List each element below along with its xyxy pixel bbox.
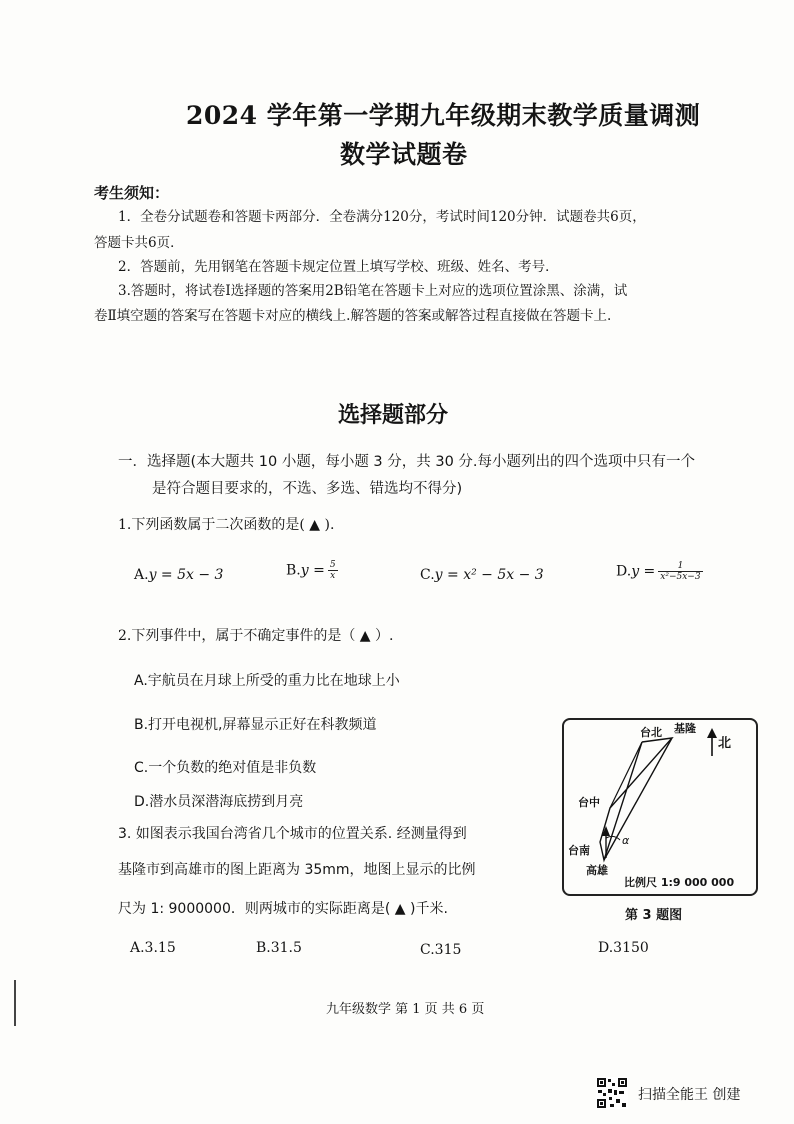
north-arrow-head <box>707 728 717 738</box>
notice-item-3-line-1: 3.答题时，将试卷Ⅰ选择题的答案用2B铅笔在答题卡上对应的选项位置涂黑、涂满，试 <box>118 283 628 299</box>
exam-title: 2024 学年第一学期九年级期末教学质量调测 <box>186 101 701 130</box>
question-2-option-c: C.一个负数的绝对值是非负数 <box>134 760 317 776</box>
part-one-instructions-line-1: 一．选择题(本大题共 10 小题，每小题 3 分，共 30 分.每小题列出的四个选项中只有一个 <box>118 454 696 470</box>
option-b-numerator: 5 <box>329 560 336 570</box>
label-taibei: 台北 <box>640 726 662 739</box>
question-3-option-a: A.3.15 <box>130 940 176 956</box>
label-tainan: 台南 <box>568 844 590 857</box>
taibei-taizhong-line <box>610 742 642 808</box>
question-3-option-c: C.315 <box>420 942 462 958</box>
option-c-formula: y = x² − 5x − 3 <box>434 567 544 583</box>
label-jilong: 基隆 <box>674 722 696 735</box>
question-3-line-1: 3. 如图表示我国台湾省几个城市的位置关系. 经测量得到 <box>118 826 467 842</box>
option-d-formula: y = <box>631 563 656 580</box>
notice-item-2: 2．答题前，先用钢笔在答题卡规定位置上填写学校、班级、姓名、考号． <box>118 259 559 275</box>
option-a-prefix: A. <box>134 567 149 583</box>
question-1-option-b <box>286 560 338 581</box>
notice-heading: 考生须知： <box>94 184 170 202</box>
question-1-option-d <box>616 561 703 582</box>
option-c-prefix: C. <box>420 567 435 583</box>
notice-item-1-line-2: 答题卡共6页． <box>94 235 184 251</box>
label-north: 北 <box>718 736 732 751</box>
question-2-option-b: B.打开电视机,屏幕显示正好在科教频道 <box>134 717 377 733</box>
option-a-formula: y = 5x − 3 <box>148 567 224 583</box>
question-2-option-a: A.宇航员在月球上所受的重力比在地球上小 <box>134 673 400 689</box>
question-1-stem: 1.下列函数属于二次函数的是( ▲ ). <box>118 517 335 533</box>
option-b-prefix: B. <box>286 562 301 579</box>
section-title: 选择题部分 <box>338 402 449 428</box>
page-footer: 九年级数学 第 1 页 共 6 页 <box>326 1002 485 1017</box>
option-b-formula: y = <box>300 562 325 579</box>
label-taizhong: 台中 <box>578 796 600 809</box>
question-3-line-2: 基隆市到高雄市的图上距离为 35mm，地图上显示的比例 <box>118 862 476 878</box>
option-d-denominator: x²−5x−3 <box>660 572 701 582</box>
option-d-numerator: 1 <box>658 561 702 572</box>
qr-code-icon <box>596 1077 628 1109</box>
label-gaoxiong: 高雄 <box>586 864 608 877</box>
notice-item-3-line-2: 卷Ⅱ填空题的答案写在答题卡对应的横线上.解答题的答案或解答过程直接做在答题卡上. <box>94 308 612 324</box>
option-d-prefix: D. <box>616 563 632 580</box>
part-one-instructions-line-2: 是符合题目要求的，不选、多选、错选均不得分) <box>152 481 463 497</box>
exam-subtitle: 数学试题卷 <box>340 140 468 169</box>
taiwan-map-figure <box>562 718 758 896</box>
question-3-line-3: 尺为 1: 9000000．则两城市的实际距离是( ▲ )千米. <box>118 901 448 917</box>
question-3-option-b: B.31.5 <box>256 940 302 956</box>
margin-mark <box>14 980 16 1026</box>
option-b-denominator: x <box>330 571 336 581</box>
question-1-option-c <box>420 567 544 583</box>
option-d-fraction <box>658 561 702 582</box>
question-1-option-a <box>134 567 223 583</box>
question-3-option-d: D.3150 <box>598 940 649 956</box>
label-alpha: α <box>622 834 630 847</box>
figure-caption: 第 3 题图 <box>625 908 683 923</box>
option-b-fraction <box>328 560 338 581</box>
alpha-angle-arc <box>606 836 620 840</box>
question-2-option-d: D.潜水员深潜海底捞到月亮 <box>134 794 304 810</box>
question-2-stem: 2.下列事件中，属于不确定事件的是（ ▲ ）. <box>118 628 394 644</box>
map-scale: 比例尺 1:9 000 000 <box>624 876 735 889</box>
notice-item-1-line-1: 1．全卷分试题卷和答题卡两部分．全卷满分120分，考试时间120分钟．试题卷共6页， <box>118 209 646 225</box>
scanner-watermark: 扫描全能王 创建 <box>638 1087 741 1103</box>
